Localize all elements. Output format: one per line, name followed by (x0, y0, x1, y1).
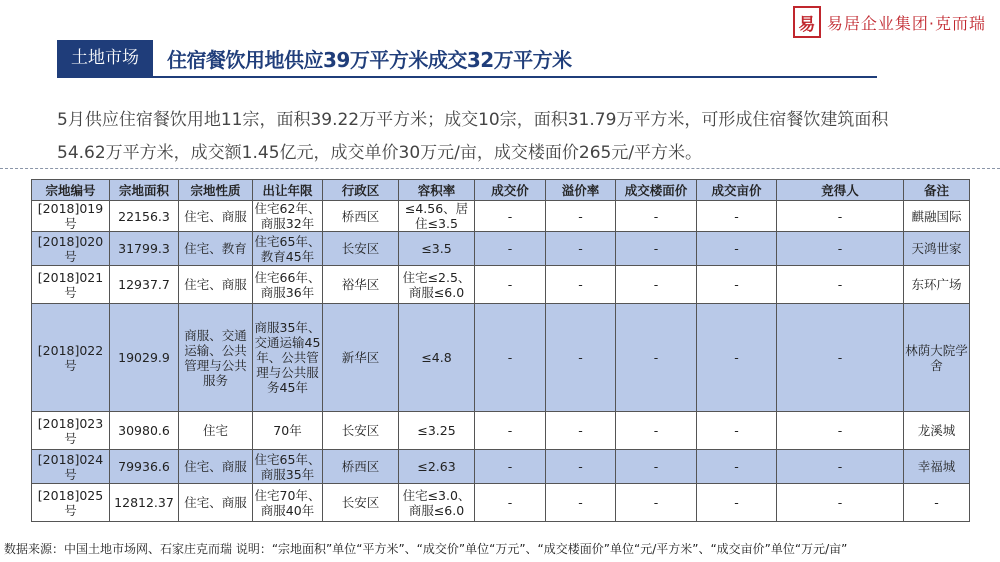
cell-plot-ratio: ≤4.56、居住≤3.5 (399, 201, 475, 232)
section-header (57, 40, 572, 76)
cell-deal-price: - (475, 412, 546, 450)
cell-deal-price: - (475, 450, 546, 484)
cell-winner: - (777, 412, 904, 450)
cell-plot-ratio: 住宅≤3.0、商服≤6.0 (399, 484, 475, 522)
cell-remark: 幸福城 (904, 450, 970, 484)
table-row (32, 412, 970, 450)
col-header-plot-ratio: 容积率 (399, 180, 475, 201)
cell-premium-rate: - (546, 232, 616, 266)
cell-land-area: 30980.6 (110, 412, 179, 450)
cell-land-id: [2018]021号 (32, 266, 110, 304)
table-row (32, 201, 970, 232)
cell-district: 桥西区 (323, 450, 399, 484)
cell-per-mu-price: - (697, 450, 777, 484)
cell-floor-price: - (616, 232, 697, 266)
cell-remark: 东环广场 (904, 266, 970, 304)
source-footnote: 数据来源：中国土地市场网、石家庄克而瑞 说明：“宗地面积”单位“平方米”、“成交价”单位“万元”、“成交楼面价”单位“元/平方米”、“成交亩价”单位“万元/亩” (4, 542, 848, 556)
cell-premium-rate: - (546, 450, 616, 484)
cell-district: 裕华区 (323, 266, 399, 304)
cell-land-use: 住宅、教育 (179, 232, 253, 266)
cell-land-id: [2018]020号 (32, 232, 110, 266)
cell-district: 长安区 (323, 412, 399, 450)
cell-floor-price: - (616, 484, 697, 522)
cell-plot-ratio: ≤3.25 (399, 412, 475, 450)
col-header-district: 行政区 (323, 180, 399, 201)
cell-plot-ratio: ≤2.63 (399, 450, 475, 484)
cell-lease-term: 70年 (253, 412, 323, 450)
cell-winner: - (777, 304, 904, 412)
cell-land-area: 22156.3 (110, 201, 179, 232)
summary-text (57, 104, 987, 170)
cell-floor-price: - (616, 304, 697, 412)
cell-plot-ratio: ≤4.8 (399, 304, 475, 412)
cell-premium-rate: - (546, 201, 616, 232)
cell-floor-price: - (616, 201, 697, 232)
cell-lease-term: 住宅65年、商服35年 (253, 450, 323, 484)
col-header-lease-term: 出让年限 (253, 180, 323, 201)
cell-lease-term: 住宅65年、教育45年 (253, 232, 323, 266)
cell-land-id: [2018]019号 (32, 201, 110, 232)
cell-deal-price: - (475, 484, 546, 522)
cell-per-mu-price: - (697, 412, 777, 450)
col-header-land-use: 宗地性质 (179, 180, 253, 201)
cell-land-use: 商服、交通运输、公共管理与公共服务 (179, 304, 253, 412)
col-header-per-mu-price: 成交亩价 (697, 180, 777, 201)
cell-lease-term: 住宅62年、商服32年 (253, 201, 323, 232)
page-title: 住宿餐饮用地供应39万平方米成交32万平方米 (167, 47, 572, 72)
col-header-land-id: 宗地编号 (32, 180, 110, 201)
cell-lease-term: 住宅66年、商服36年 (253, 266, 323, 304)
cell-deal-price: - (475, 201, 546, 232)
cell-land-use: 住宅、商服 (179, 266, 253, 304)
cell-land-use: 住宅、商服 (179, 201, 253, 232)
cell-per-mu-price: - (697, 484, 777, 522)
cell-land-use: 住宅、商服 (179, 484, 253, 522)
cell-deal-price: - (475, 266, 546, 304)
col-header-winner: 竞得人 (777, 180, 904, 201)
cell-remark: 天鸿世家 (904, 232, 970, 266)
cell-district: 新华区 (323, 304, 399, 412)
col-header-deal-price: 成交价 (475, 180, 546, 201)
col-header-remark: 备注 (904, 180, 970, 201)
cell-land-use: 住宅、商服 (179, 450, 253, 484)
cell-per-mu-price: - (697, 201, 777, 232)
cell-district: 桥西区 (323, 201, 399, 232)
brand-logo (793, 6, 986, 38)
cell-plot-ratio: ≤3.5 (399, 232, 475, 266)
cell-per-mu-price: - (697, 232, 777, 266)
cell-winner: - (777, 484, 904, 522)
cell-premium-rate: - (546, 266, 616, 304)
col-header-premium-rate: 溢价率 (546, 180, 616, 201)
brand-seal: 易 (793, 6, 821, 38)
col-header-floor-price: 成交楼面价 (616, 180, 697, 201)
dashed-divider (0, 168, 1000, 169)
cell-winner: - (777, 266, 904, 304)
cell-land-area: 12937.7 (110, 266, 179, 304)
cell-winner: - (777, 232, 904, 266)
table-row (32, 266, 970, 304)
cell-district: 长安区 (323, 232, 399, 266)
cell-land-id: [2018]022号 (32, 304, 110, 412)
cell-floor-price: - (616, 412, 697, 450)
cell-winner: - (777, 201, 904, 232)
cell-floor-price: - (616, 266, 697, 304)
cell-land-area: 31799.3 (110, 232, 179, 266)
cell-floor-price: - (616, 450, 697, 484)
table-row (32, 232, 970, 266)
cell-land-id: [2018]025号 (32, 484, 110, 522)
cell-land-id: [2018]023号 (32, 412, 110, 450)
summary-line-1: 5月供应住宿餐饮用地11宗，面积39.22万平方米；成交10宗，面积31.79万平方米，可形成住宿餐饮建筑面积 (57, 110, 889, 130)
cell-lease-term: 住宅70年、商服40年 (253, 484, 323, 522)
cell-plot-ratio: 住宅≤2.5、商服≤6.0 (399, 266, 475, 304)
cell-land-area: 19029.9 (110, 304, 179, 412)
cell-winner: - (777, 450, 904, 484)
cell-deal-price: - (475, 304, 546, 412)
brand-name: 易居企业集团·克而瑞 (826, 13, 986, 33)
cell-deal-price: - (475, 232, 546, 266)
cell-per-mu-price: - (697, 304, 777, 412)
cell-land-area: 12812.37 (110, 484, 179, 522)
table-row (32, 450, 970, 484)
cell-land-use: 住宅 (179, 412, 253, 450)
cell-lease-term: 商服35年、交通运输45年、公共管理与公共服务45年 (253, 304, 323, 412)
cell-per-mu-price: - (697, 266, 777, 304)
col-header-land-area: 宗地面积 (110, 180, 179, 201)
cell-land-id: [2018]024号 (32, 450, 110, 484)
header-divider (57, 76, 877, 78)
cell-district: 长安区 (323, 484, 399, 522)
table-row (32, 304, 970, 412)
land-transaction-table (31, 179, 970, 522)
table-body (32, 201, 970, 522)
cell-land-area: 79936.6 (110, 450, 179, 484)
section-tag: 土地市场 (57, 40, 153, 76)
cell-premium-rate: - (546, 412, 616, 450)
cell-remark: 龙溪城 (904, 412, 970, 450)
table-header-row (32, 180, 970, 201)
cell-remark: - (904, 484, 970, 522)
cell-remark: 林荫大院学舍 (904, 304, 970, 412)
cell-remark: 麒融国际 (904, 201, 970, 232)
table-row (32, 484, 970, 522)
summary-line-2: 54.62万平方米，成交额1.45亿元，成交单价30万元/亩，成交楼面价265元/平方米。 (57, 143, 703, 163)
cell-premium-rate: - (546, 484, 616, 522)
cell-premium-rate: - (546, 304, 616, 412)
